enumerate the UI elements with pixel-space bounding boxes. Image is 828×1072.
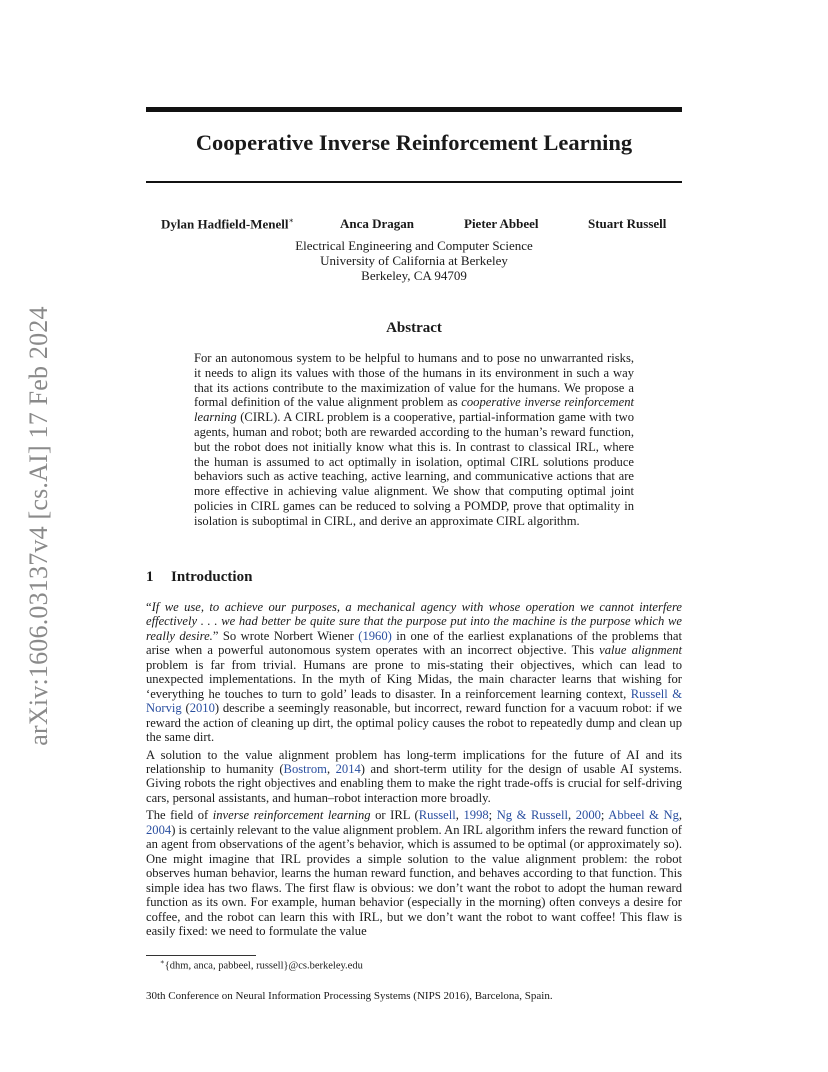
paragraph-2: A solution to the value alignment problem has long-term implications for the future of AI and its relationship to humanity (Bostrom, 2014) and short-term utility for the design of usable AI systems. Giving robots the right objectives and enabling them to make the right trade-offs is crucial for self-driving cars, personal assistants, and human–robot interaction more broadly. <box>146 747 683 805</box>
conference-note: 30th Conference on Neural Information Processing Systems (NIPS 2016), Barcelona, Spain. <box>146 990 553 1002</box>
emphasized-term: inverse reinforcement learning <box>212 808 371 823</box>
paragraph-text: So wrote Norbert Wiener <box>218 628 359 643</box>
citation-year-link[interactable]: 2014 <box>335 761 361 776</box>
wiener-quote: If we use, to achieve our purposes, a mechanical agency with whose operation we cannot interfere effectively . . . we had better be quite sure that the purpose put into the machine is the purpose which we really desire. <box>146 600 682 643</box>
paragraph-text: ) is certainly relevant to the value alignment problem. An IRL algorithm infers the reward function of an agent from observations of the agent’s behavior, which is assumed to be optimal (or approximately so). One might imagine that IRL provides a simple solution to the value alignment problem: the robot observes human behavior, learns the human reward function, and behaves according to that function. This simple idea has two flaws. The first flaw is obvious: we don’t want the robot to adopt the human reward function as its own. For example, human behavior (especially in the morning) often conveys a desire for coffee, and the robot can learn this with IRL, but we don’t want the robot to want coffee! This flaw is easily fixed: we need to formulate the value <box>146 822 682 938</box>
abstract-text-part: For an autonomous system to be helpful to humans and to pose no unwarranted risks, it needs to align its values with those of the humans in its environment in such a way that its actions contribute to the maximization of value for the humans. We propose a formal definition of the value alignment problem as <box>194 351 634 410</box>
arxiv-identifier: arXiv:1606.03137v4 [cs.AI] 17 Feb 2024 <box>24 306 53 746</box>
abstract-heading: Abstract <box>386 320 442 336</box>
emphasized-term: value alignment <box>599 643 682 658</box>
footnote-marker: ∗ <box>160 958 165 966</box>
footnote-emails: {dhm, anca, pabbeel, russell}@cs.berkeley.edu <box>164 960 363 972</box>
paragraph-text: ) and short-term utility for the design of usable AI systems. Giving robots the right objectives and enabling them to make the right trade-offs is crucial for self-driving cars, personal assistants, and human–robot interaction more broadly. <box>146 761 683 805</box>
author-name: Stuart Russell <box>588 216 667 231</box>
citation-year-link[interactable]: 2010 <box>189 701 215 716</box>
citation-link[interactable]: Abbeel & Ng <box>608 808 679 823</box>
paragraph-text: in one of the earliest explanations of the problems that arise when a powerful autonomous system operates with an incorrect objective. This <box>146 628 683 658</box>
title-rule-top <box>146 107 682 112</box>
footnote-rule <box>146 955 256 956</box>
author-name: Anca Dragan <box>340 216 415 231</box>
arxiv-sidebar <box>24 292 54 760</box>
paragraph-text: describe a seemingly reasonable, but incorrect, reward function for a vacuum robot: if we reward the action of cleaning up dirt, the optimal policy causes the robot to repeatedly dump and clean up the same dirt. <box>146 701 683 745</box>
section-title: Introduction <box>171 569 253 585</box>
citation-link[interactable]: Russell & Norvig <box>146 686 683 716</box>
author-name: Dylan Hadfield-Menell <box>161 216 289 232</box>
citation-link[interactable]: Bostrom <box>283 761 327 776</box>
section-number: 1 <box>146 569 154 585</box>
paper-title: Cooperative Inverse Reinforcement Learning <box>195 130 633 155</box>
author-name: Pieter Abbeel <box>464 216 539 231</box>
author-4 <box>588 216 666 232</box>
footnote-marker: ∗ <box>288 216 294 225</box>
citation-year-link[interactable]: 1998 <box>463 808 489 823</box>
author-1 <box>161 216 294 232</box>
citation-year-link[interactable]: 2000 <box>575 808 601 823</box>
paragraph-3: The field of inverse reinforcement learning or IRL (Russell, 1998; Ng & Russell, 2000; Abbeel & Ng, 2004) is certainly relevant to the value alignment problem. An IRL algorithm infers the reward function of an agent from observations of the agent’s behavior, which is assumed to be optimal (or approximately so). One might imagine that IRL provides a simple solution to the value alignment problem: the robot observes human behavior, learns the human reward function, and behaves according to that function. This simple idea has two flaws. The first flaw is obvious: we don’t want the robot to adopt the human reward function as its own. For example, human behavior (especially in the morning) often conveys a desire for coffee, and the robot can learn this with IRL, but we don’t want the robot to want coffee! This flaw is easily fixed: we need to formulate the value <box>146 808 683 938</box>
citation-link[interactable]: (1960) <box>358 628 392 643</box>
citation-link[interactable]: Russell <box>418 808 456 823</box>
paragraph-text: The field of <box>146 808 213 823</box>
abstract-text-part: (CIRL). A CIRL problem is a cooperative, partial-information game with two agents, human and robot; both are rewarded according to the human’s reward function, but the robot does not initially know what this is. In contrast to classical IRL, where the human is assumed to act optimally in isolation, optimal CIRL solutions produce behaviors such as active teaching, active learning, and communicative actions that are more effective in achieving value alignment. We show that computing optimal joint policies in CIRL games can be reduced to solving a POMDP, prove that optimality in isolation is suboptimal in CIRL, and derive an approximate CIRL algorithm. <box>194 410 634 528</box>
author-3 <box>464 216 539 232</box>
abstract-term: cooperative inverse reinforcement learning <box>194 395 634 425</box>
paragraph-text: or IRL ( <box>370 808 419 823</box>
affiliation <box>146 238 682 283</box>
paragraph-text: A solution to the value alignment problem has long-term implications for the future of AI and its relationship to humanity ( <box>146 747 682 776</box>
abstract-text <box>194 351 634 529</box>
affiliation-department: Electrical Engineering and Computer Science <box>295 238 533 253</box>
citation-link[interactable]: Ng & Russell <box>496 808 569 823</box>
paragraph-1: “If we use, to achieve our purposes, a mechanical agency with whose operation we cannot interfere effectively . . . we had better be quite sure that the purpose put into the machine is the purpose which we really desire.” So wrote Norbert Wiener (1960) in one of the earliest explanations of the problems that arise when a powerful autonomous system operates with an incorrect objective. This value alignment problem is far from trivial. Humans are prone to mis-stating their objectives, which can lead to unexpected implementations. In the myth of King Midas, the main character learns that wishing for ‘everything he touches to turn to gold’ leads to disaster. In a reinforcement learning context, Russell & Norvig (2010) describe a seemingly reasonable, but incorrect, reward function for a vacuum robot: if we reward the action of cleaning up dirt, the optimal policy causes the robot to repeatedly dump and clean up the same dirt. <box>146 600 683 745</box>
affiliation-location: Berkeley, CA 94709 <box>361 268 467 283</box>
affiliation-university: University of California at Berkeley <box>320 253 508 268</box>
footnote <box>160 958 363 972</box>
citation-year-link[interactable]: 2004 <box>146 822 172 837</box>
title-rule-bottom <box>146 181 682 183</box>
section-heading <box>146 569 252 586</box>
author-2 <box>340 216 414 232</box>
introduction-body <box>146 600 682 941</box>
paragraph-text: problem is far from trivial. Humans are prone to mis-stating their objectives, which can lead to unexpected implementations. In the myth of King Midas, the main character learns that wishing for ‘everything he touches to turn to gold’ leads to disaster. In a reinforcement learning context, <box>146 657 682 701</box>
